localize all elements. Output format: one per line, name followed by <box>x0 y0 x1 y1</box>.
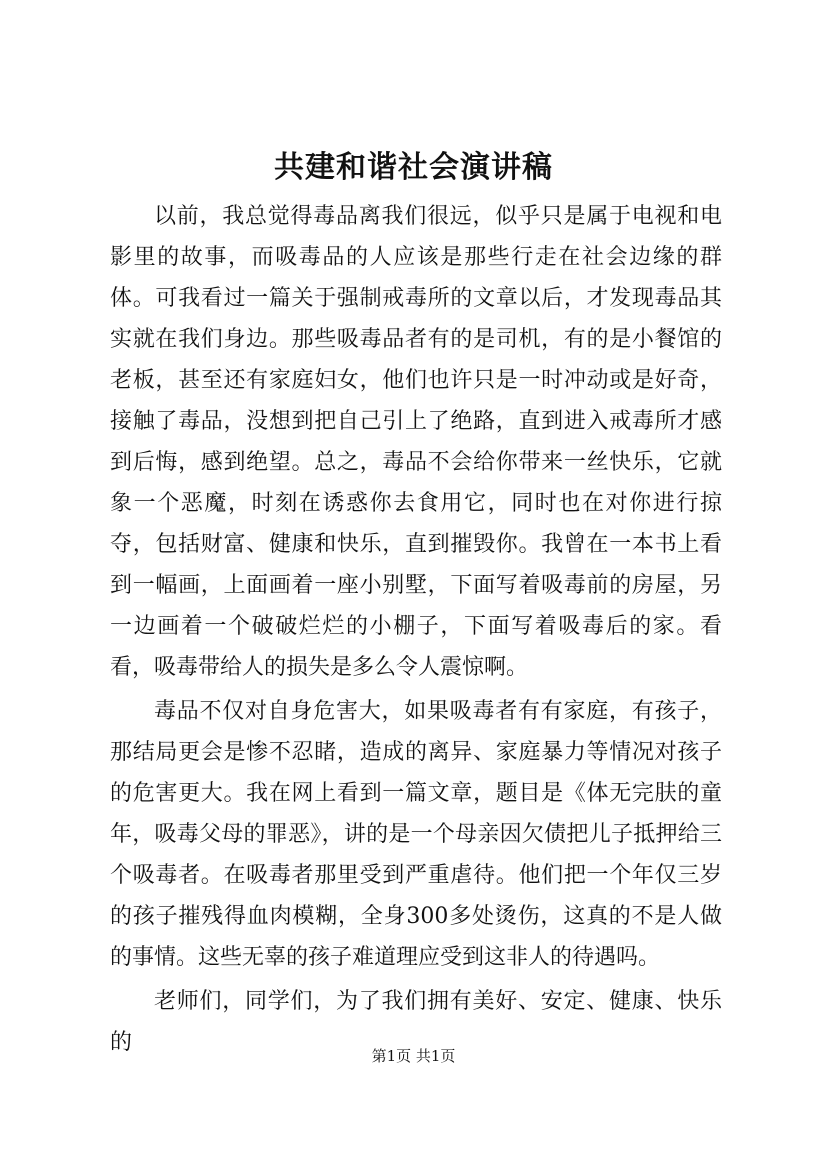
paragraph-2: 毒品不仅对自身危害大，如果吸毒者有有家庭，有孩子，那结局更会是惨不忍睹，造成的离异、家庭暴力等情况对孩子的危害更大。我在网上看到一篇文章，题目是《体无完肤的童年，吸毒父母的罪恶》，讲的是一个母亲因欠债把儿子抵押给三个吸毒者。在吸毒者那里受到严重虐待。他们把一个年仅三岁的孩子摧残得血肉模糊，全身300多处烫伤，这真的不是人做的事情。这些无辜的孩子难道理应受到这非人的待遇吗。 <box>110 699 722 970</box>
page-footer: 第1页 共1页 <box>371 1047 456 1065</box>
document-title: 共建和谐社会演讲稿 <box>274 150 553 185</box>
document-body <box>110 196 722 1066</box>
paragraph-3: 老师们，同学们，为了我们拥有美好、安定、健康、快乐的 <box>110 989 722 1055</box>
paragraph-1: 以前，我总觉得毒品离我们很远，似乎只是属于电视和电影里的故事，而吸毒品的人应该是那些行走在社会边缘的群体。可我看过一篇关于强制戒毒所的文章以后，才发现毒品其实就在我们身边。那些吸毒品者有的是司机，有的是小餐馆的老板，甚至还有家庭妇女，他们也许只是一时冲动或是好奇，接触了毒品，没想到把自己引上了绝路，直到进入戒毒所才感到后悔，感到绝望。总之，毒品不会给你带来一丝快乐，它就象一个恶魔，时刻在诱惑你去食用它，同时也在对你进行掠夺，包括财富、健康和快乐，直到摧毁你。我曾在一本书上看到一幅画，上面画着一座小别墅，下面写着吸毒前的房屋，另一边画着一个破破烂烂的小棚子，下面写着吸毒后的家。看看，吸毒带给人的损失是多么令人震惊啊。 <box>110 204 722 680</box>
